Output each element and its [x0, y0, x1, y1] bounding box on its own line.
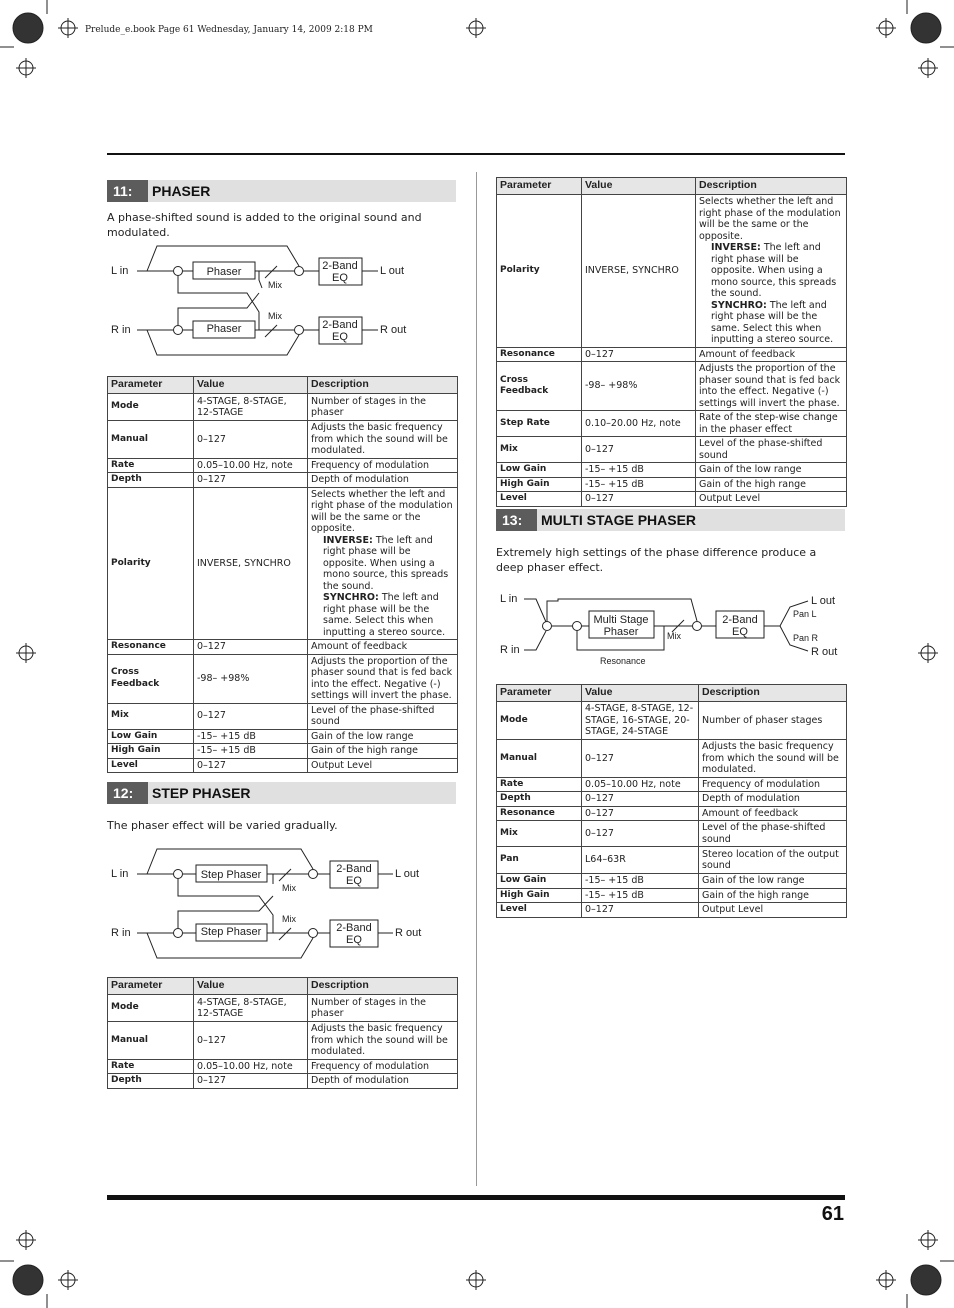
section-intro: Extremely high settings of the phase difference produce a deep phaser effect.	[496, 546, 817, 574]
inverse-text: The left and right phase will be opposite. When using a mono source, this spreads the sound.	[323, 534, 449, 592]
param-value: -15– +15 dB	[194, 729, 308, 744]
eq-label-top-1: 2-Band	[336, 863, 372, 875]
eq-label-top-2: EQ	[332, 272, 348, 284]
param-desc: Gain of the low range	[699, 874, 847, 889]
param-desc: Frequency of modulation	[699, 777, 847, 792]
param-name: High Gain	[108, 744, 194, 759]
param-value: -15– +15 dB	[582, 463, 696, 478]
param-value: 0–127	[194, 758, 308, 773]
table-row	[108, 1074, 458, 1089]
param-name: Mode	[108, 394, 194, 421]
param-value: 0–127	[582, 437, 696, 463]
multi-block-label-1: Multi Stage	[593, 614, 649, 626]
polarity-synchro	[699, 300, 843, 346]
bottom-rule	[107, 1195, 845, 1200]
polarity-inverse	[311, 535, 454, 593]
eq-label-top-2: EQ	[346, 875, 362, 887]
col-header-value: Value	[582, 685, 699, 702]
r-out-label: R out	[395, 927, 422, 939]
step-phaser-param-table-continued	[496, 177, 847, 507]
col-header-parameter: Parameter	[108, 377, 194, 394]
param-value: -98– +98%	[194, 654, 308, 703]
table-row	[497, 874, 847, 889]
param-name: Polarity	[108, 487, 194, 640]
param-value: 0–127	[194, 473, 308, 488]
table-row	[497, 477, 847, 492]
eq-label-2: EQ	[732, 626, 748, 638]
param-value: 0–127	[582, 821, 699, 847]
param-value: -15– +15 dB	[582, 888, 699, 903]
r-in-label: R in	[500, 644, 520, 656]
l-in-label: L in	[111, 265, 129, 277]
table-header-row	[108, 978, 458, 995]
table-row	[497, 888, 847, 903]
param-desc: Rate of the step-wise change in the phaser effect	[696, 411, 847, 437]
synchro-label: SYNCHRO:	[323, 592, 379, 603]
param-value: 0–127	[194, 640, 308, 655]
param-name: Mix	[497, 437, 582, 463]
param-desc: Output Level	[696, 492, 847, 507]
multi-stage-phaser-param-table	[496, 684, 847, 918]
page-number: 61	[821, 1203, 844, 1225]
param-name: Mix	[108, 703, 194, 729]
param-desc: Depth of modulation	[699, 792, 847, 807]
inverse-label: INVERSE:	[323, 534, 373, 546]
col-header-description: Description	[308, 978, 458, 995]
param-name: Low Gain	[497, 463, 582, 478]
page-header: Prelude_e.book Page 61 Wednesday, January 14, 2009 2:18 PM	[85, 25, 373, 35]
l-out-label: L out	[811, 595, 836, 607]
col-header-description: Description	[308, 377, 458, 394]
eq-label-1: 2-Band	[722, 614, 758, 626]
table-row	[108, 458, 458, 473]
l-out-label: L out	[395, 868, 420, 880]
param-name: High Gain	[497, 888, 582, 903]
param-desc: Frequency of modulation	[308, 1059, 458, 1074]
param-desc: Depth of modulation	[308, 1074, 458, 1089]
table-header-row	[497, 178, 847, 195]
param-name: Resonance	[497, 347, 582, 362]
section-intro: The phaser effect will be varied gradually.	[107, 819, 338, 832]
inverse-text: The left and right phase will be opposite. When using a mono source, this spreads the sound.	[711, 242, 837, 299]
col-header-parameter: Parameter	[497, 685, 582, 702]
inverse-label: INVERSE:	[711, 242, 761, 253]
param-desc: Stereo location of the output sound	[699, 847, 847, 874]
param-name: Rate	[108, 458, 194, 473]
param-name: Depth	[497, 792, 582, 807]
param-desc: Number of phaser stages	[699, 702, 847, 740]
polarity-desc: Selects whether the left and right phase of the modulation will be the same or the opposite.	[699, 196, 841, 242]
param-desc	[308, 487, 458, 640]
section-number: 13:	[496, 509, 537, 531]
param-name: Rate	[497, 777, 582, 792]
table-row	[497, 821, 847, 847]
table-row	[108, 1059, 458, 1074]
table-row	[497, 463, 847, 478]
param-value: 0–127	[582, 492, 696, 507]
param-value: 0.05–10.00 Hz, note	[194, 458, 308, 473]
param-value: L64–63R	[582, 847, 699, 874]
synchro-text: The left and right phase will be the same. Select this when inputting a stereo source.	[323, 592, 446, 638]
phaser-diagram	[107, 238, 407, 358]
table-row	[108, 487, 458, 640]
l-in-label: L in	[111, 868, 129, 880]
eq-label-bottom-1: 2-Band	[322, 319, 358, 331]
param-name: Polarity	[497, 195, 582, 348]
polarity-synchro	[311, 592, 454, 638]
param-name: High Gain	[497, 477, 582, 492]
eq-label-bottom-2: EQ	[332, 331, 348, 343]
eq-label-bottom-2: EQ	[346, 934, 362, 946]
param-value: 0.10–20.00 Hz, note	[582, 411, 696, 437]
param-name: Low Gain	[108, 729, 194, 744]
section-header-step-phaser	[107, 782, 456, 804]
pan-r-label: Pan R	[793, 633, 819, 643]
param-value: -98– +98%	[582, 362, 696, 411]
param-desc: Gain of the high range	[699, 888, 847, 903]
synchro-label: SYNCHRO:	[711, 299, 767, 311]
param-name: Depth	[108, 1074, 194, 1089]
param-desc: Gain of the low range	[696, 463, 847, 478]
mix-label: Mix	[667, 631, 681, 641]
param-name: Resonance	[108, 640, 194, 655]
table-row	[497, 492, 847, 507]
table-row	[497, 777, 847, 792]
eq-label-bottom-1: 2-Band	[336, 922, 372, 934]
table-header-row	[497, 685, 847, 702]
param-desc: Gain of the low range	[308, 729, 458, 744]
param-name: Mode	[497, 702, 582, 740]
eq-label-top-1: 2-Band	[322, 260, 358, 272]
column-divider	[476, 172, 477, 1186]
table-row	[497, 847, 847, 874]
param-desc: Adjusts the proportion of the phaser sound that is fed back into the effect. Negative (-) settings will invert the phase.	[308, 654, 458, 703]
l-in-label: L in	[500, 593, 518, 605]
param-name: Cross Feedback	[108, 654, 194, 703]
param-desc	[696, 195, 847, 348]
top-rule	[107, 153, 845, 155]
table-row	[497, 437, 847, 463]
param-desc: Number of stages in the phaser	[308, 394, 458, 421]
param-value: -15– +15 dB	[582, 477, 696, 492]
step-phaser-param-table	[107, 977, 458, 1089]
param-desc: Level of the phase-shifted sound	[699, 821, 847, 847]
table-row	[108, 703, 458, 729]
param-value: INVERSE, SYNCHRO	[194, 487, 308, 640]
param-desc: Depth of modulation	[308, 473, 458, 488]
r-out-label: R out	[380, 324, 407, 336]
param-name: Depth	[108, 473, 194, 488]
param-name: Level	[497, 492, 582, 507]
col-header-value: Value	[582, 178, 696, 195]
param-name: Rate	[108, 1059, 194, 1074]
table-row	[108, 744, 458, 759]
param-desc: Level of the phase-shifted sound	[308, 703, 458, 729]
table-row	[108, 640, 458, 655]
table-row	[497, 362, 847, 411]
table-row	[497, 702, 847, 740]
param-value: 4-STAGE, 8-STAGE, 12-STAGE	[194, 394, 308, 421]
param-value: 0–127	[582, 792, 699, 807]
col-header-value: Value	[194, 978, 308, 995]
synchro-text: The left and right phase will be the same. Select this when inputting a stereo source.	[711, 299, 834, 345]
param-desc: Amount of feedback	[308, 640, 458, 655]
param-name: Resonance	[497, 806, 582, 821]
param-value: 0–127	[194, 421, 308, 459]
step-phaser-diagram	[107, 842, 437, 962]
param-name: Manual	[108, 421, 194, 459]
param-desc: Adjusts the proportion of the phaser sound that is fed back into the effect. Negative (-) settings will invert the phase.	[696, 362, 847, 411]
param-value: INVERSE, SYNCHRO	[582, 195, 696, 348]
param-desc: Frequency of modulation	[308, 458, 458, 473]
table-row	[108, 995, 458, 1022]
table-row	[497, 806, 847, 821]
param-value: 0–127	[194, 1022, 308, 1060]
param-name: Level	[497, 903, 582, 918]
mix-label-bottom: Mix	[268, 311, 282, 321]
param-name: Low Gain	[497, 874, 582, 889]
section-number: 12:	[107, 782, 148, 804]
table-row	[108, 758, 458, 773]
table-row	[497, 903, 847, 918]
table-row	[108, 394, 458, 421]
col-header-description: Description	[696, 178, 847, 195]
table-row	[497, 792, 847, 807]
param-name: Pan	[497, 847, 582, 874]
param-desc: Gain of the high range	[308, 744, 458, 759]
param-value: 0.05–10.00 Hz, note	[194, 1059, 308, 1074]
table-row	[497, 347, 847, 362]
polarity-desc: Selects whether the left and right phase of the modulation will be the same or the opposite.	[311, 488, 453, 534]
param-value: -15– +15 dB	[194, 744, 308, 759]
mix-label-bottom: Mix	[282, 914, 296, 924]
col-header-parameter: Parameter	[108, 978, 194, 995]
param-name: Manual	[108, 1022, 194, 1060]
param-name: Level	[108, 758, 194, 773]
table-header-row	[108, 377, 458, 394]
table-row	[497, 740, 847, 778]
param-value: 0–127	[194, 703, 308, 729]
param-value: 0–127	[582, 903, 699, 918]
mix-label-top: Mix	[268, 280, 282, 290]
section-header-multi-stage-phaser	[496, 509, 845, 531]
param-desc: Output Level	[699, 903, 847, 918]
param-value: 0–127	[194, 1074, 308, 1089]
section-title: MULTI STAGE PHASER	[541, 512, 697, 528]
param-value: 4-STAGE, 8-STAGE, 12-STAGE, 16-STAGE, 20-STAGE, 24-STAGE	[582, 702, 699, 740]
param-desc: Adjusts the basic frequency from which the sound will be modulated.	[308, 1022, 458, 1060]
multi-block-label-2: Phaser	[603, 626, 639, 638]
table-row	[497, 195, 847, 348]
section-title: PHASER	[152, 183, 211, 199]
r-in-label: R in	[111, 324, 131, 336]
r-out-label: R out	[811, 646, 838, 658]
polarity-inverse	[699, 242, 843, 300]
param-value: -15– +15 dB	[582, 874, 699, 889]
col-header-value: Value	[194, 377, 308, 394]
resonance-label: Resonance	[600, 656, 646, 666]
col-header-parameter: Parameter	[497, 178, 582, 195]
col-header-description: Description	[699, 685, 847, 702]
pan-l-label: Pan L	[793, 609, 817, 619]
section-intro: A phase-shifted sound is added to the original sound and modulated.	[107, 211, 422, 239]
phaser-param-table	[107, 376, 458, 773]
param-value: 0.05–10.00 Hz, note	[582, 777, 699, 792]
table-row	[108, 421, 458, 459]
section-header-phaser	[107, 180, 456, 202]
step-block-label-top: Step Phaser	[200, 869, 262, 881]
table-row	[108, 654, 458, 703]
phaser-block-label-top: Phaser	[206, 266, 242, 278]
param-desc: Adjusts the basic frequency from which the sound will be modulated.	[308, 421, 458, 459]
param-value: 0–127	[582, 806, 699, 821]
param-desc: Level of the phase-shifted sound	[696, 437, 847, 463]
param-desc: Number of stages in the phaser	[308, 995, 458, 1022]
param-desc: Amount of feedback	[696, 347, 847, 362]
l-out-label: L out	[380, 265, 405, 277]
param-name: Cross Feedback	[497, 362, 582, 411]
table-row	[497, 411, 847, 437]
mix-label-top: Mix	[282, 883, 296, 893]
table-row	[108, 729, 458, 744]
param-desc: Amount of feedback	[699, 806, 847, 821]
param-name: Mode	[108, 995, 194, 1022]
table-row	[108, 473, 458, 488]
param-value: 0–127	[582, 347, 696, 362]
param-value: 4-STAGE, 8-STAGE, 12-STAGE	[194, 995, 308, 1022]
step-block-label-bottom: Step Phaser	[200, 926, 262, 938]
param-name: Manual	[497, 740, 582, 778]
section-number: 11:	[107, 180, 148, 202]
param-desc: Output Level	[308, 758, 458, 773]
param-desc: Gain of the high range	[696, 477, 847, 492]
param-value: 0–127	[582, 740, 699, 778]
section-title: STEP PHASER	[152, 785, 251, 801]
table-row	[108, 1022, 458, 1060]
r-in-label: R in	[111, 927, 131, 939]
multi-stage-phaser-diagram	[496, 590, 846, 670]
phaser-block-label-bottom: Phaser	[206, 323, 242, 335]
param-name: Step Rate	[497, 411, 582, 437]
param-desc: Adjusts the basic frequency from which the sound will be modulated.	[699, 740, 847, 778]
param-name: Mix	[497, 821, 582, 847]
